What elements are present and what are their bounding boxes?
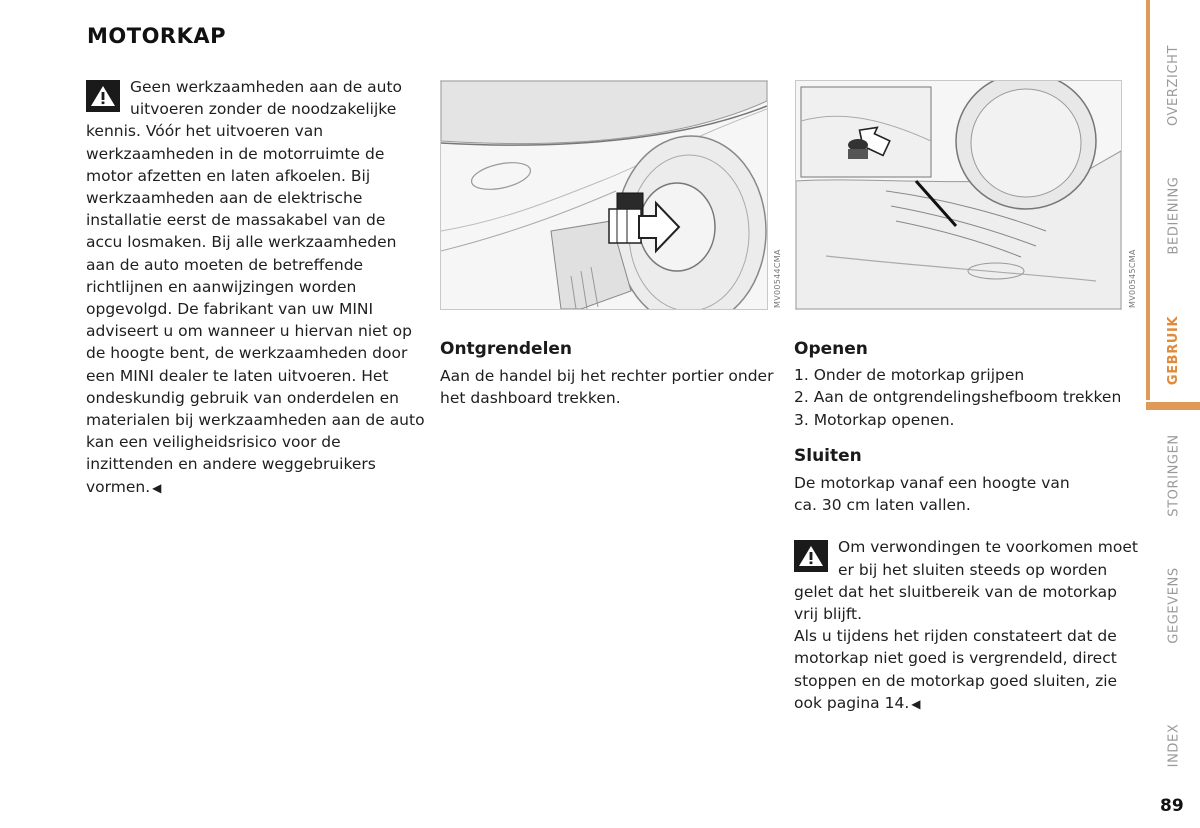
tab-accent-strip	[1146, 0, 1150, 400]
end-mark-icon: ◀	[911, 696, 921, 711]
tab-bediening[interactable]: BEDIENING	[1166, 176, 1182, 254]
warning-main	[86, 76, 426, 499]
figure-hood-opening	[795, 80, 1122, 310]
figure-code: MV00545CMA	[1128, 249, 1137, 308]
section-heading: Openen	[794, 339, 868, 359]
warning-main-text: Geen werkzaamheden aan de auto uitvoeren zonder de noodzakelijke kennis. Vóór het uitvoeren van werkzaamheden in de motorruimte de motor afzetten en laten afkoelen. Bij werkzaamheden aan de elektrische installatie eerst de massakabel van de accu losmaken. Bij alle werkzaamheden aan de auto moeten de betreffende richtlijnen en aanwijzingen worden opgevolgd. De fabrikant van uw MINI adviseert u om wanneer u hiervan niet op de hoogte bent, de werkzaamheden door een MINI dealer te laten uitvoeren. Het ondeskundig gebruik van onderdelen en materialen bij werkzaamheden aan de auto kan een veiligheidsrisico voor de inzittenden en andere weggebruikers vormen.	[86, 78, 425, 496]
tab-gebruik[interactable]: GEBRUIK	[1166, 315, 1182, 385]
tab-index[interactable]: INDEX	[1166, 723, 1182, 767]
sluiten-block	[794, 445, 1139, 517]
end-mark-icon: ◀	[152, 480, 162, 495]
list-item: 3. Motorkap openen.	[794, 410, 955, 429]
list-item: 2. Aan de ontgrendelingshefboom trekken	[794, 388, 1122, 407]
figure-hood-release-handle	[440, 80, 768, 310]
tab-storingen[interactable]: STORINGEN	[1166, 433, 1182, 517]
section-text: Aan de handel bij het rechter portier onder het dashboard trekken.	[440, 367, 774, 408]
tab-overzicht[interactable]: OVERZICHT	[1166, 44, 1182, 126]
warning-icon	[86, 80, 120, 112]
section-heading: Ontgrendelen	[440, 339, 573, 359]
step-list	[794, 364, 1139, 431]
warning-sluiten	[794, 536, 1139, 715]
warning-text: Om verwondingen te voorkomen moet er bij het sluiten steeds op worden gelet dat het sluitbereik van de motorkap vrij blijft.	[794, 538, 1138, 624]
page-number: 89	[1160, 796, 1184, 816]
warning-text-2: Als u tijdens het rijden constateert dat de motorkap niet goed is vergrendeld, direct stoppen en de motorkap goed sluiten, zie ook pagina 14.	[794, 627, 1118, 712]
section-text: De motorkap vanaf een hoogte van ca. 30 cm laten vallen.	[794, 474, 1070, 515]
section-openen-sluiten	[794, 338, 1139, 715]
page-title: MOTORKAP	[87, 24, 227, 48]
tab-gegevens[interactable]: GEGEVENS	[1166, 566, 1182, 644]
tab-active-bar	[1146, 402, 1200, 410]
warning-icon	[794, 540, 828, 572]
section-ontgrendelen	[440, 338, 785, 410]
chapter-tabs	[1146, 0, 1200, 828]
section-heading: Sluiten	[794, 445, 862, 466]
list-item: 1. Onder de motorkap grijpen	[794, 366, 1025, 385]
figure-code: MV00544CMA	[773, 249, 782, 308]
